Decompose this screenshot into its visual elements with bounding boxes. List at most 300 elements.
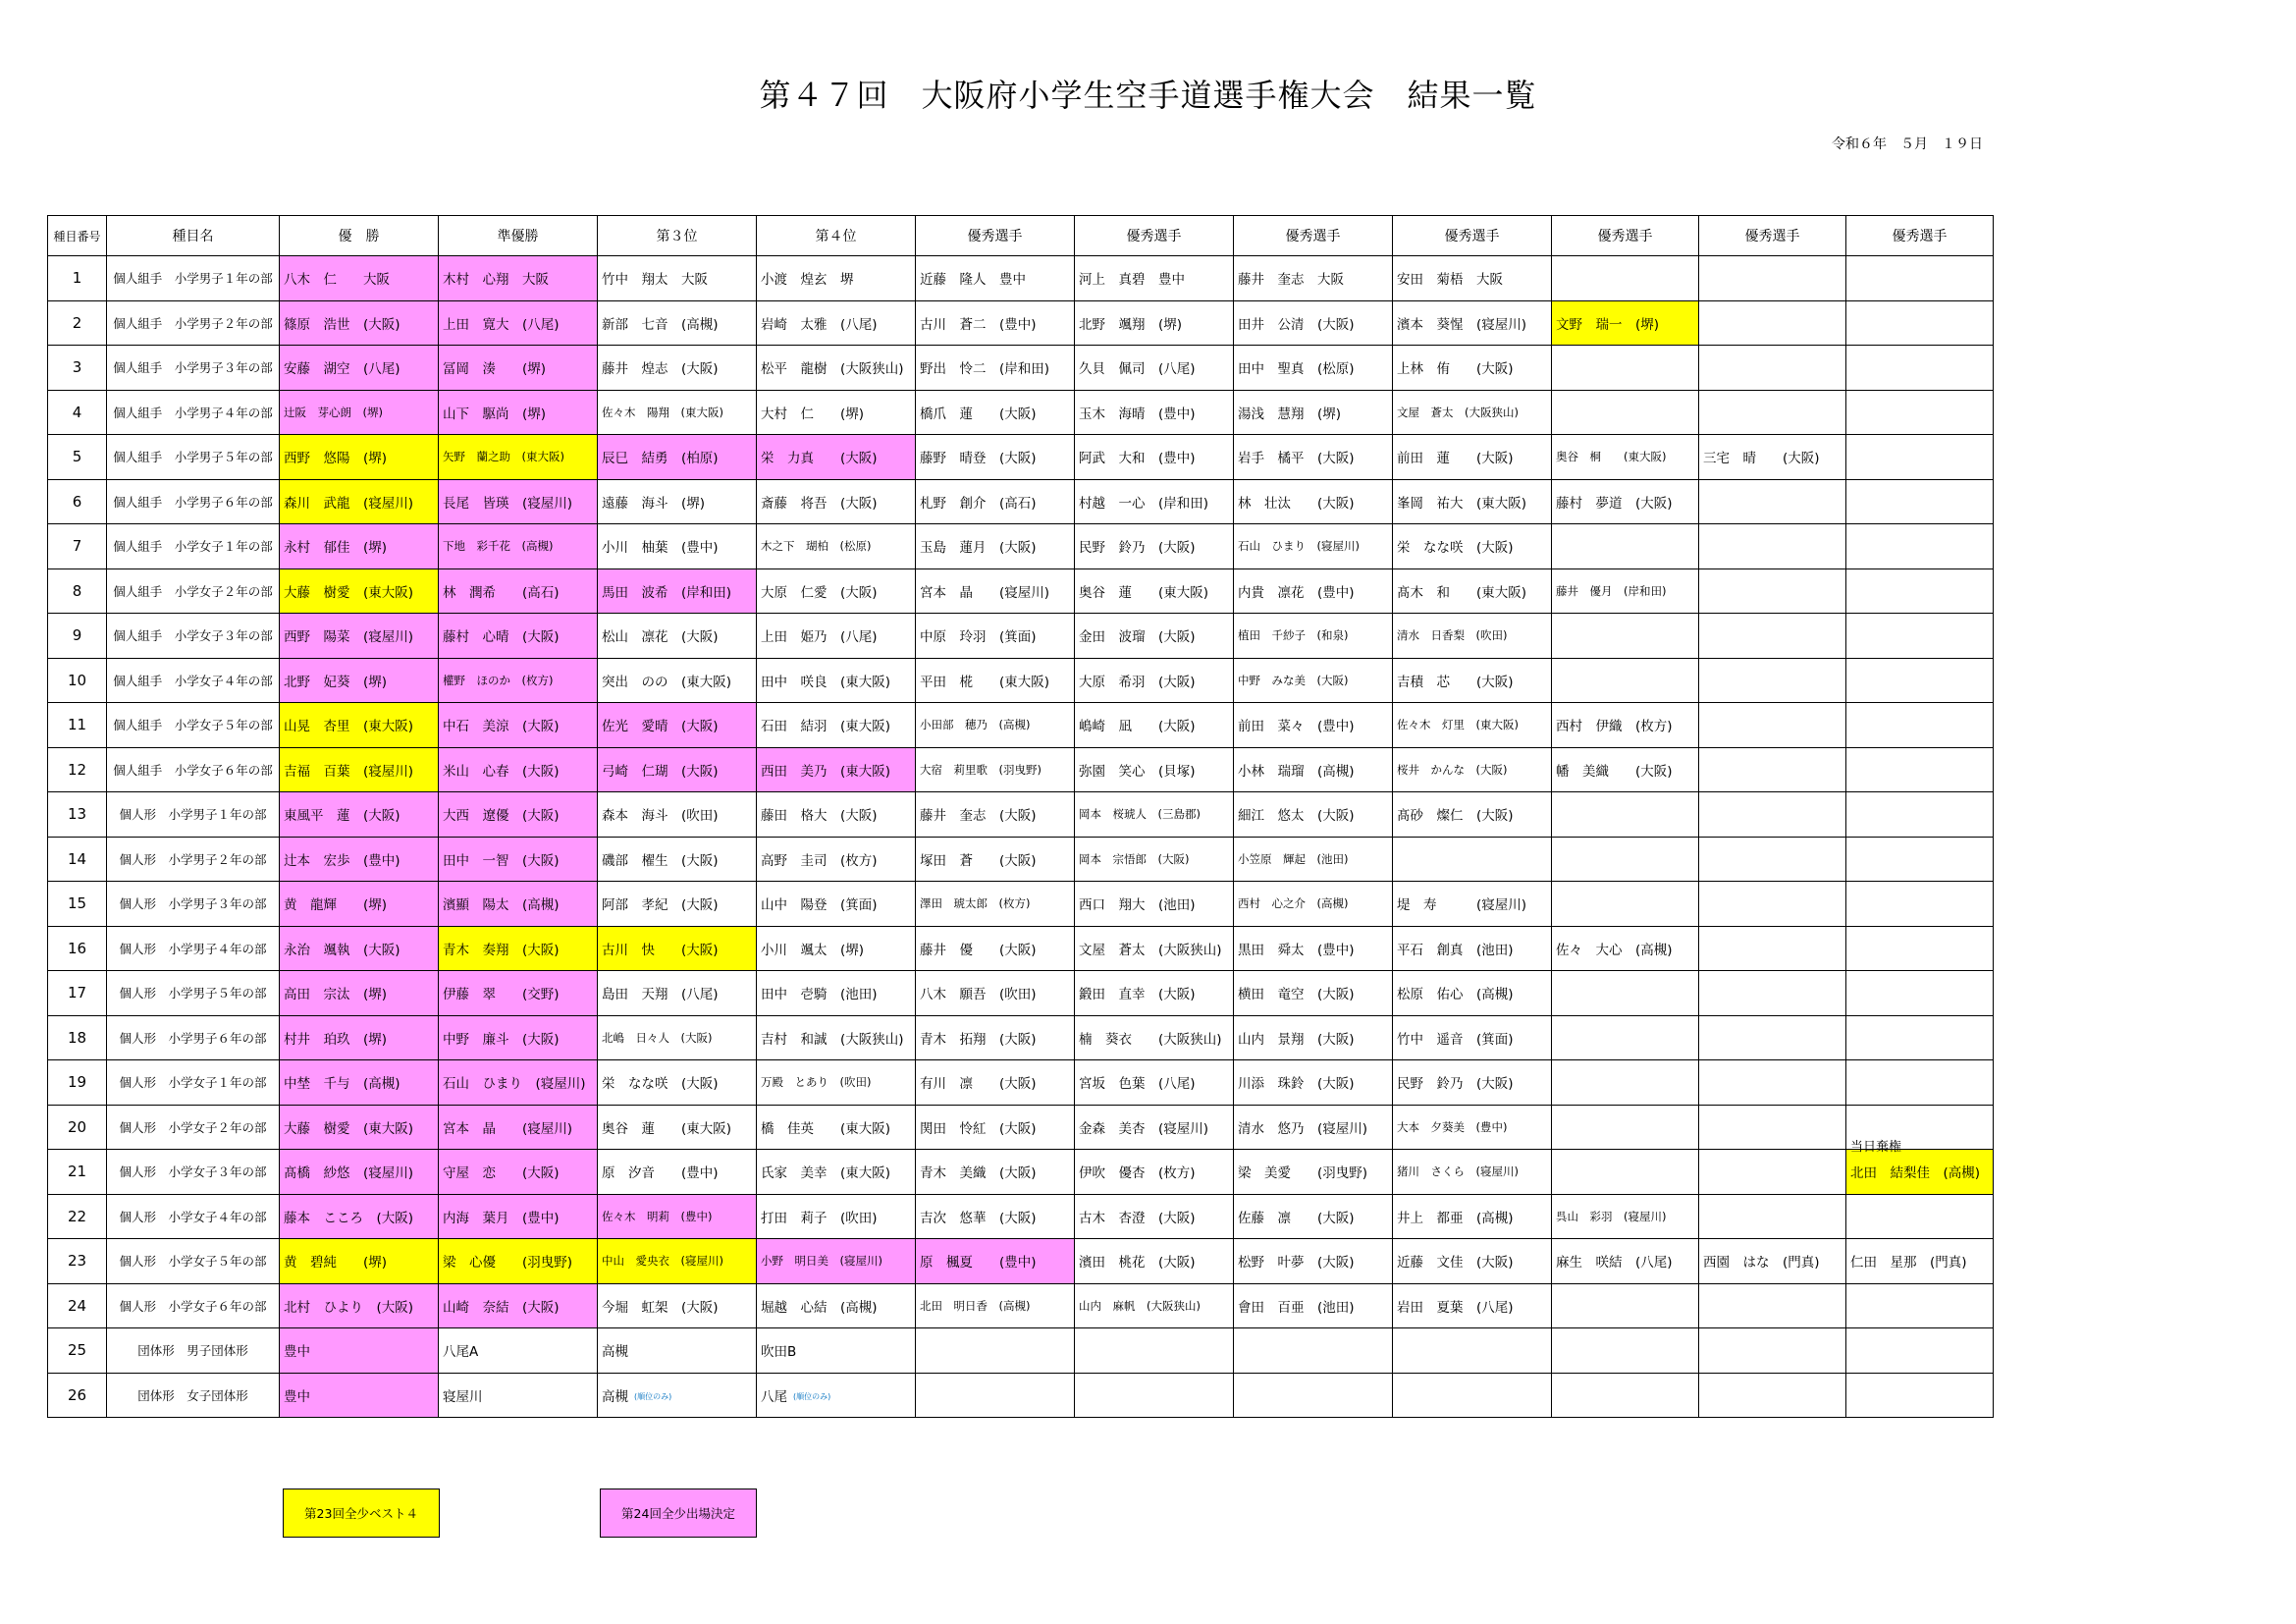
result-cell — [439, 1194, 598, 1239]
result-text: 奥谷 蓮 (東大阪) — [602, 1120, 732, 1137]
result-cell — [598, 524, 757, 569]
result-cell — [757, 1239, 916, 1284]
result-cell — [598, 1105, 757, 1150]
result-text: 北村 ひより (大阪) — [284, 1299, 414, 1316]
table-row — [48, 1328, 1994, 1374]
result-text: 宮坂 色葉 (八尾) — [1079, 1076, 1196, 1093]
event-name: 個人組手 小学男子３年の部 — [107, 346, 280, 391]
event-name: 個人組手 小学女子１年の部 — [107, 524, 280, 569]
event-name: 個人組手 小学女子６年の部 — [107, 747, 280, 792]
result-cell — [1552, 703, 1699, 748]
result-cell — [1393, 614, 1552, 659]
event-name: 個人形 小学女子３年の部 — [107, 1150, 280, 1195]
event-number: 25 — [48, 1328, 107, 1374]
result-text: 桜井 かんな (大阪) — [1397, 762, 1508, 777]
result-text: 木之下 瑚柏 (松原) — [761, 539, 872, 554]
result-text: 高田 宗汰 (堺) — [284, 987, 388, 1003]
result-text: 井上 都亜 (高槻) — [1397, 1210, 1514, 1226]
result-cell — [916, 926, 1075, 971]
event-name: 個人形 小学女子４年の部 — [107, 1194, 280, 1239]
result-cell — [757, 435, 916, 480]
result-cell — [1234, 479, 1393, 524]
result-cell — [280, 346, 439, 391]
result-cell — [280, 524, 439, 569]
result-text: 小川 颯太 (堺) — [761, 942, 865, 958]
result-text: 吹田B — [761, 1344, 797, 1361]
result-text: 栄 力真 (大阪) — [761, 451, 878, 467]
result-cell — [1393, 256, 1552, 301]
result-cell — [1552, 971, 1699, 1016]
column-header: 第３位 — [598, 216, 757, 256]
result-cell — [1075, 568, 1234, 614]
result-cell — [1234, 300, 1393, 346]
result-text: 呉山 彩羽 (寝屋川) — [1556, 1209, 1667, 1223]
result-text: 民野 鈴乃 (大阪) — [1397, 1076, 1514, 1093]
result-text: 弥園 笑心 (貝塚) — [1079, 763, 1196, 780]
table-row — [48, 1194, 1994, 1239]
result-cell — [1552, 435, 1699, 480]
result-text: 大原 仁愛 (大阪) — [761, 584, 878, 601]
event-number: 12 — [48, 747, 107, 792]
result-cell — [1846, 747, 1994, 792]
result-text: 斎藤 将吾 (大阪) — [761, 495, 878, 512]
legend-best4: 第23回全少ベスト４ — [283, 1489, 440, 1538]
result-cell — [1075, 792, 1234, 838]
result-cell — [439, 1328, 598, 1374]
result-cell — [1234, 971, 1393, 1016]
result-text: 金田 波瑠 (大阪) — [1079, 629, 1196, 646]
result-text: 田中 咲良 (東大阪) — [761, 674, 891, 690]
result-text: 近藤 隆人 豊中 — [920, 272, 1026, 289]
result-cell — [280, 390, 439, 435]
result-text: 古川 快 (大阪) — [602, 942, 719, 958]
result-text: 宮本 晶 (寝屋川) — [443, 1120, 573, 1137]
result-cell — [1699, 256, 1846, 301]
result-text: 松原 佑心 (高槻) — [1397, 987, 1514, 1003]
result-text: 濱本 葵惺 (寝屋川) — [1397, 316, 1527, 333]
event-number: 26 — [48, 1373, 107, 1418]
result-cell — [757, 346, 916, 391]
result-text: 金森 美杏 (寝屋川) — [1079, 1120, 1209, 1137]
result-cell — [1846, 390, 1994, 435]
result-cell — [1393, 837, 1552, 882]
result-cell — [1234, 346, 1393, 391]
table-row — [48, 1283, 1994, 1328]
table-row — [48, 1239, 1994, 1284]
rank-only-note: (順位のみ) — [793, 1392, 831, 1402]
result-text: 松平 龍樹 (大阪狭山) — [761, 361, 904, 378]
result-cell — [916, 1328, 1075, 1374]
event-number: 24 — [48, 1283, 107, 1328]
result-text: 氏家 美幸 (東大阪) — [761, 1165, 891, 1182]
result-cell — [1234, 1105, 1393, 1150]
result-text: 山下 駆尚 (堺) — [443, 406, 547, 422]
event-number: 7 — [48, 524, 107, 569]
result-cell — [1699, 614, 1846, 659]
result-cell — [1699, 1239, 1846, 1284]
result-cell — [1393, 882, 1552, 927]
result-cell — [1234, 1239, 1393, 1284]
result-text: 青木 美織 (大阪) — [920, 1165, 1037, 1182]
result-cell — [1075, 1239, 1234, 1284]
result-cell — [1075, 390, 1234, 435]
result-text: 冨岡 湊 (堺) — [443, 361, 547, 378]
result-cell — [280, 1194, 439, 1239]
result-text: 大本 夕葵美 (豊中) — [1397, 1119, 1508, 1134]
result-cell — [757, 1194, 916, 1239]
table-row — [48, 479, 1994, 524]
result-cell — [757, 792, 916, 838]
result-text: 藤田 格大 (大阪) — [761, 808, 878, 825]
result-cell — [598, 568, 757, 614]
result-text: 山内 麻帆 (大阪狭山) — [1079, 1298, 1201, 1313]
result-text: 岩田 夏葉 (八尾) — [1397, 1299, 1514, 1316]
result-cell — [916, 837, 1075, 882]
result-text: 西村 伊織 (枚方) — [1556, 719, 1673, 735]
result-text: 河上 真碧 豊中 — [1079, 272, 1185, 289]
event-name: 個人形 小学男子４年の部 — [107, 926, 280, 971]
result-text: 山中 陽登 (箕面) — [761, 897, 878, 914]
result-cell — [1393, 390, 1552, 435]
table-row — [48, 524, 1994, 569]
result-cell — [916, 479, 1075, 524]
event-number: 5 — [48, 435, 107, 480]
event-number: 21 — [48, 1150, 107, 1195]
table-row — [48, 747, 1994, 792]
result-text: 會田 百亜 (池田) — [1238, 1299, 1355, 1316]
result-text: 阿武 大和 (豊中) — [1079, 451, 1196, 467]
result-text: 万殿 とあり (吹田) — [761, 1075, 872, 1090]
result-cell — [280, 1239, 439, 1284]
result-text: 野出 怜二 (岸和田) — [920, 361, 1050, 378]
result-cell — [757, 524, 916, 569]
result-cell — [1075, 926, 1234, 971]
result-text: 田井 公清 (大阪) — [1238, 316, 1355, 333]
result-cell — [1393, 1328, 1552, 1374]
result-cell — [1846, 971, 1994, 1016]
result-cell — [598, 658, 757, 703]
result-text: 山内 景翔 (大阪) — [1238, 1031, 1355, 1048]
result-cell — [1552, 614, 1699, 659]
result-cell — [757, 747, 916, 792]
result-text: 吉次 悠華 (大阪) — [920, 1210, 1037, 1226]
result-cell — [1393, 1105, 1552, 1150]
result-cell — [280, 1060, 439, 1106]
result-cell — [439, 1060, 598, 1106]
result-cell — [1846, 1015, 1994, 1060]
result-text: 奥谷 桐 (東大阪) — [1556, 450, 1667, 464]
result-text: 岡本 桜琥人 (三島郡) — [1079, 807, 1201, 822]
result-cell — [1552, 792, 1699, 838]
result-text: 辰巳 結勇 (柏原) — [602, 451, 719, 467]
result-text: 田中 一智 (大阪) — [443, 852, 560, 869]
column-header: 優秀選手 — [1699, 216, 1846, 256]
result-cell — [1393, 971, 1552, 1016]
result-cell — [1234, 1283, 1393, 1328]
event-name: 個人形 小学女子６年の部 — [107, 1283, 280, 1328]
result-text: 濱顯 陽太 (高槻) — [443, 897, 560, 914]
result-cell — [598, 1373, 757, 1418]
result-cell — [1075, 971, 1234, 1016]
result-text: 仁田 星那 (門真) — [1850, 1255, 1967, 1272]
result-text: 黒田 舜太 (豊中) — [1238, 942, 1355, 958]
result-text: 寝屋川 — [443, 1388, 483, 1405]
result-cell — [1075, 479, 1234, 524]
result-cell — [598, 346, 757, 391]
result-cell — [1699, 971, 1846, 1016]
result-text: 小笠原 輝起 (池田) — [1238, 851, 1349, 866]
result-cell — [757, 614, 916, 659]
result-text: 田中 壱騎 (池田) — [761, 987, 878, 1003]
result-text: 文屋 蒼太 (大阪狭山) — [1397, 405, 1519, 419]
result-cell — [1699, 792, 1846, 838]
result-text: 髙木 和 (東大阪) — [1397, 584, 1527, 601]
result-text: 馬田 波希 (岸和田) — [602, 584, 732, 601]
column-header: 優秀選手 — [1234, 216, 1393, 256]
result-cell — [598, 479, 757, 524]
result-cell — [1846, 346, 1994, 391]
result-cell — [1846, 1239, 1994, 1284]
result-text: 矢野 蘭之助 (東大阪) — [443, 450, 564, 464]
result-cell — [1075, 1150, 1234, 1195]
result-text: 堀越 心結 (高槻) — [761, 1299, 878, 1316]
result-text: 西田 美乃 (東大阪) — [761, 763, 891, 780]
result-cell — [757, 971, 916, 1016]
result-text: 伊藤 翠 (交野) — [443, 987, 560, 1003]
result-cell — [1234, 747, 1393, 792]
result-cell — [1393, 1373, 1552, 1418]
result-cell — [598, 1060, 757, 1106]
result-text: 石山 ひまり (寝屋川) — [1238, 539, 1360, 554]
result-text: 新部 七音 (高槻) — [602, 316, 719, 333]
result-cell — [439, 256, 598, 301]
result-text: 髙砂 燦仁 (大阪) — [1397, 808, 1514, 825]
column-header: 優 勝 — [280, 216, 439, 256]
result-cell — [1075, 1015, 1234, 1060]
event-name: 個人組手 小学男子２年の部 — [107, 300, 280, 346]
result-cell — [1552, 1239, 1699, 1284]
result-cell — [916, 256, 1075, 301]
results-table — [47, 215, 1994, 1418]
result-text: 文屋 蒼太 (大阪狭山) — [1079, 942, 1222, 958]
result-cell — [916, 1060, 1075, 1106]
result-cell — [1552, 1194, 1699, 1239]
result-text: 清水 日香梨 (吹田) — [1397, 628, 1508, 643]
result-cell — [1075, 1373, 1234, 1418]
result-cell — [439, 435, 598, 480]
result-text: 高野 圭司 (枚方) — [761, 852, 878, 869]
event-number: 2 — [48, 300, 107, 346]
result-cell — [280, 1015, 439, 1060]
result-cell — [1234, 1060, 1393, 1106]
result-cell — [280, 882, 439, 927]
result-cell — [1699, 1105, 1846, 1150]
event-number: 20 — [48, 1105, 107, 1150]
result-cell — [1234, 256, 1393, 301]
event-number: 13 — [48, 792, 107, 838]
result-cell — [916, 1194, 1075, 1239]
result-cell — [916, 300, 1075, 346]
table-row — [48, 1150, 1994, 1195]
result-cell — [757, 1328, 916, 1374]
table-row — [48, 1105, 1994, 1150]
result-cell — [598, 300, 757, 346]
result-text: 田中 聖真 (松原) — [1238, 361, 1355, 378]
result-text: 三宅 晴 (大阪) — [1703, 451, 1820, 467]
result-text: 藤野 晴登 (大阪) — [920, 451, 1037, 467]
column-header: 準優勝 — [439, 216, 598, 256]
event-name: 個人形 小学女子１年の部 — [107, 1060, 280, 1106]
result-text: 青木 拓翔 (大阪) — [920, 1031, 1037, 1048]
result-cell — [280, 1150, 439, 1195]
result-text: 長尾 皆瑛 (寝屋川) — [443, 495, 573, 512]
result-text: 栄 なな咲 (大阪) — [1397, 540, 1514, 557]
result-text: 佐々木 明莉 (豊中) — [602, 1209, 713, 1223]
result-text: 北田 明日香 (高槻) — [920, 1298, 1031, 1313]
event-number: 16 — [48, 926, 107, 971]
event-name: 団体形 男子団体形 — [107, 1328, 280, 1374]
result-cell — [280, 300, 439, 346]
result-cell — [1393, 435, 1552, 480]
result-cell — [1234, 837, 1393, 882]
result-text: 小渡 煌玄 堺 — [761, 272, 854, 289]
result-cell — [280, 792, 439, 838]
result-cell — [280, 568, 439, 614]
result-text: 玉木 海晴 (豊中) — [1079, 406, 1196, 422]
result-text: 權野 ほのか (枚方) — [443, 673, 554, 687]
result-cell — [280, 1328, 439, 1374]
result-text: 佐々 大心 (高槻) — [1556, 942, 1673, 958]
result-text: 上田 寛大 (八尾) — [443, 316, 560, 333]
table-row — [48, 435, 1994, 480]
result-text: 守屋 恋 (大阪) — [443, 1165, 560, 1182]
result-text: 文野 瑞一 (堺) — [1556, 316, 1660, 333]
result-text: 前田 菜々 (豊中) — [1238, 719, 1355, 735]
result-text: 堤 寿 (寝屋川) — [1397, 897, 1527, 914]
result-cell — [439, 971, 598, 1016]
result-text: 打田 莉子 (吹田) — [761, 1210, 878, 1226]
result-text: 北嶋 日々人 (大阪) — [602, 1030, 713, 1045]
column-header: 優秀選手 — [1075, 216, 1234, 256]
table-row — [48, 256, 1994, 301]
result-cell — [1699, 568, 1846, 614]
result-text: 西野 陽菜 (寝屋川) — [284, 629, 414, 646]
result-text: 藤井 優 (大阪) — [920, 942, 1037, 958]
result-cell — [1075, 703, 1234, 748]
result-text: 平石 創真 (池田) — [1397, 942, 1514, 958]
table-row — [48, 568, 1994, 614]
result-cell — [1552, 390, 1699, 435]
table-row — [48, 390, 1994, 435]
result-text: 麻生 咲結 (八尾) — [1556, 1255, 1673, 1272]
event-name: 個人形 小学男子３年の部 — [107, 882, 280, 927]
result-text: 岩崎 太雅 (八尾) — [761, 316, 878, 333]
result-cell — [280, 1283, 439, 1328]
result-cell — [1699, 703, 1846, 748]
result-cell — [1552, 1150, 1699, 1195]
result-text: 内貴 凛花 (豊中) — [1238, 584, 1355, 601]
result-text: 豊中 — [284, 1388, 310, 1405]
result-text: 橋 佳英 (東大阪) — [761, 1120, 891, 1137]
result-text: 塚田 蒼 (大阪) — [920, 852, 1037, 869]
result-text: 北野 颯翔 (堺) — [1079, 316, 1183, 333]
document-title: 第４７回 大阪府小学生空手道選手権大会 結果一覧 — [759, 77, 1537, 114]
result-text: 佐々木 陽翔 (東大阪) — [602, 405, 723, 419]
result-cell — [1846, 1328, 1994, 1374]
result-text: 林 壮汰 (大阪) — [1238, 495, 1355, 512]
result-text: 中山 愛央衣 (寝屋川) — [602, 1254, 723, 1269]
result-cell — [1846, 926, 1994, 971]
result-text: 伊吹 優杏 (枚方) — [1079, 1165, 1196, 1182]
event-number: 4 — [48, 390, 107, 435]
result-text: 辻本 宏歩 (豊中) — [284, 852, 400, 869]
result-cell — [1552, 837, 1699, 882]
result-cell — [1846, 658, 1994, 703]
result-cell — [916, 435, 1075, 480]
result-text: 札野 創介 (高石) — [920, 495, 1037, 512]
result-cell — [598, 1328, 757, 1374]
result-cell — [757, 1015, 916, 1060]
result-cell — [1393, 1015, 1552, 1060]
result-text: 森川 武龍 (寝屋川) — [284, 495, 414, 512]
result-text: 山崎 奈結 (大阪) — [443, 1299, 560, 1316]
result-cell — [1699, 390, 1846, 435]
result-cell — [439, 747, 598, 792]
result-cell — [1846, 1060, 1994, 1106]
result-cell — [1234, 1328, 1393, 1374]
result-cell — [1846, 614, 1994, 659]
result-cell — [439, 524, 598, 569]
result-cell — [1393, 524, 1552, 569]
result-cell — [1075, 658, 1234, 703]
result-text: 磯部 櫂生 (大阪) — [602, 852, 719, 869]
result-cell — [1075, 1194, 1234, 1239]
result-cell — [1234, 524, 1393, 569]
result-cell — [1846, 568, 1994, 614]
result-cell — [439, 390, 598, 435]
result-cell — [280, 1105, 439, 1150]
result-cell — [439, 882, 598, 927]
result-text: 林 潤希 (高石) — [443, 584, 560, 601]
result-text: 永村 郁佳 (堺) — [284, 540, 388, 557]
result-text: 岩手 橘平 (大阪) — [1238, 451, 1355, 467]
result-cell — [1699, 658, 1846, 703]
result-text: 近藤 文佳 (大阪) — [1397, 1255, 1514, 1272]
result-text: 弓崎 仁瑚 (大阪) — [602, 763, 719, 780]
table-row — [48, 300, 1994, 346]
result-cell — [598, 435, 757, 480]
result-cell — [1234, 703, 1393, 748]
result-cell — [1393, 300, 1552, 346]
result-text: 八尾 — [761, 1388, 787, 1405]
result-text: 楠 葵衣 (大阪狭山) — [1079, 1031, 1222, 1048]
result-text: 玉島 蓮月 (大阪) — [920, 540, 1037, 557]
result-text: 中野 みな美 (大阪) — [1238, 673, 1349, 687]
result-text: 髙橋 紗悠 (寝屋川) — [284, 1165, 414, 1182]
table-row — [48, 658, 1994, 703]
result-cell — [1699, 300, 1846, 346]
result-text: 島田 天翔 (八尾) — [602, 987, 719, 1003]
result-cell — [1552, 524, 1699, 569]
result-cell — [1075, 1105, 1234, 1150]
result-cell — [1075, 614, 1234, 659]
result-cell — [1846, 479, 1994, 524]
result-cell — [439, 479, 598, 524]
result-text: 竹中 翔太 大阪 — [602, 272, 708, 289]
result-cell — [598, 1194, 757, 1239]
result-text: 大藤 樹愛 (東大阪) — [284, 584, 414, 601]
result-cell — [916, 971, 1075, 1016]
